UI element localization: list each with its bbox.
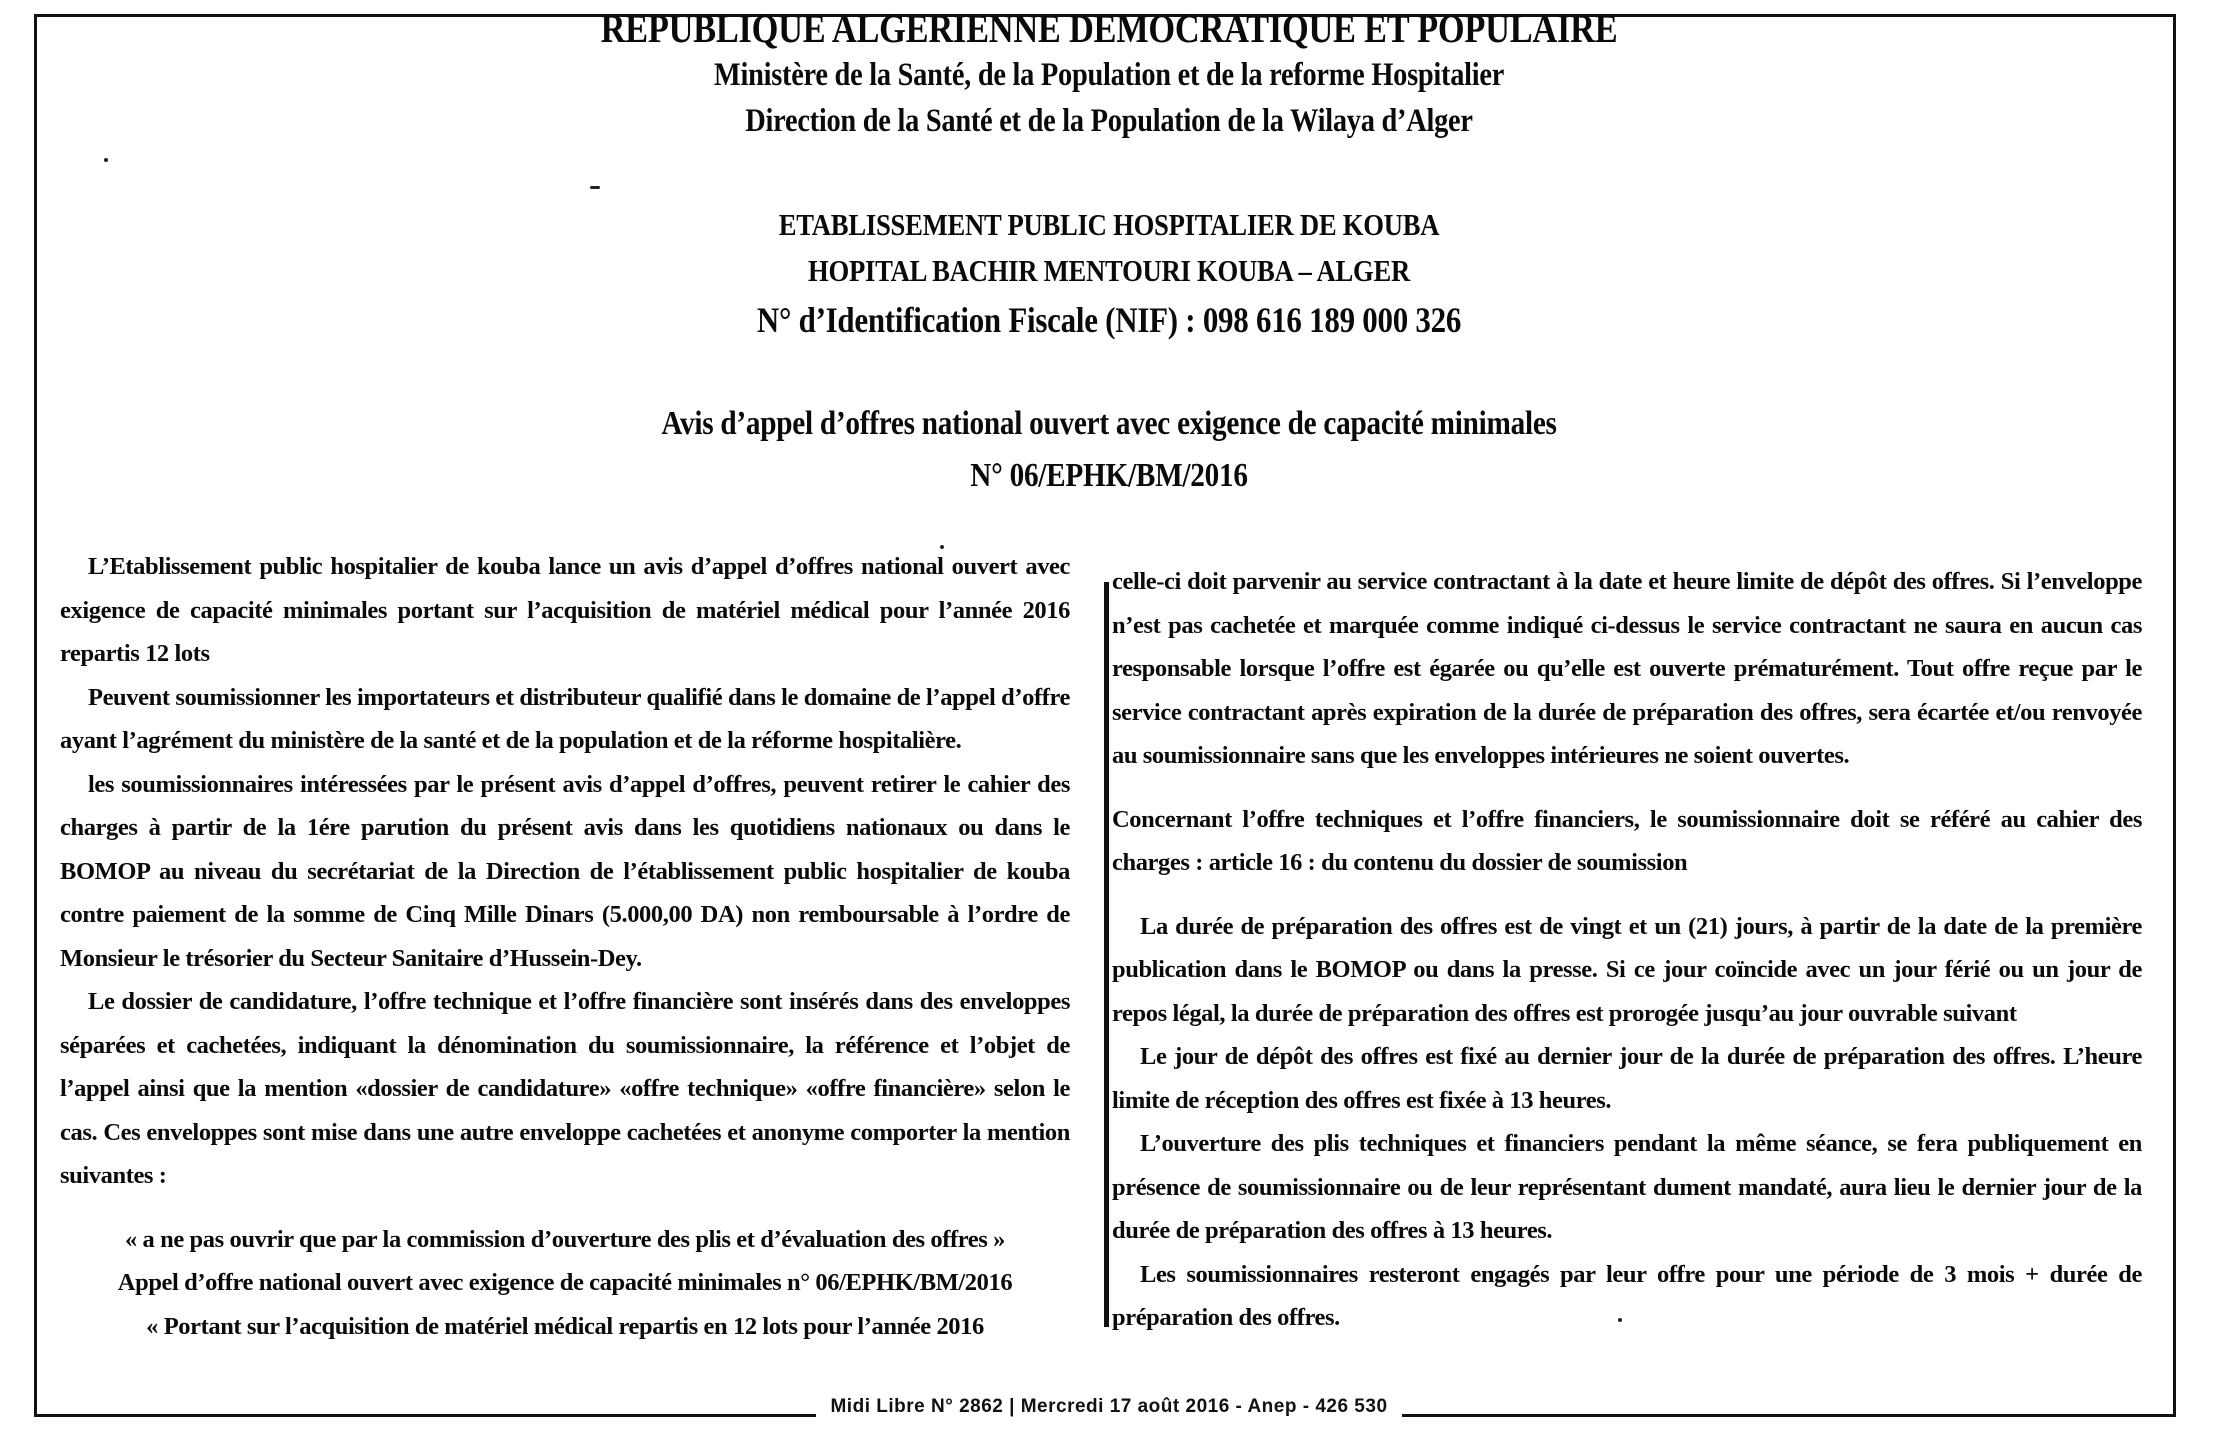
right-paragraph-1: celle-ci doit parvenir au service contractant à la date et heure limite de dépôt des offres. Si l’enveloppe n’est pas cachetée et marquée comme indiqué ci-dessus le service contractant ne saura en aucun cas responsable lorsque l’offre est égarée ou qu’elle est ouverte prématurément. Tout offre reçue par le service contractant après expiration de la durée de préparation des offres, sera écartée et/ou renvoyée au soumissionnaire sans que les enveloppes intérieures ne soient ouvertes. [1112, 568, 2142, 769]
print-speck [590, 186, 600, 189]
nif-line: N° d’Identification Fiscale (NIF) : 098 616 189 000 326 [756, 300, 1462, 340]
column-divider [1104, 582, 1109, 1327]
notice-number: N° 06/EPHK/BM/2016 [970, 457, 1248, 494]
right-paragraph-3: La durée de préparation des offres est de vingt et un (21) jours, à partir de la date de la première publication dans le BOMOP ou dans la presse. Si ce jour coïncide avec un jour férié ou un jour de repos légal, la durée de préparation des offres est prorogée jusqu’au jour ouvrable suivant [1112, 912, 2142, 1027]
left-paragraph-2: Peuvent soumissionner les importateurs et distributeur qualifié dans le domaine de l’appel d’offre ayant l’agrément du ministère de la santé et de la population et de la réforme hospitalière. [60, 683, 1070, 754]
establishment-name: ETABLISSEMENT PUBLIC HOSPITALIER DE KOUBA [778, 207, 1440, 242]
ministry-header [0, 6, 2218, 144]
spacer [1112, 778, 2142, 798]
spacer [60, 1198, 1070, 1218]
left-column [60, 545, 1070, 1348]
country-title: REPUBLIQUE ALGERIENNE DEMOCRATIQUE ET POPULAIRE [600, 6, 1618, 51]
right-paragraph-5: L’ouverture des plis techniques et financiers pendant la même séance, se fera publiquement en présence de soumissionnaire ou de leur représentant dument mandaté, aura lieu le dernier jour de la durée de préparation des offres à 13 heures. [1112, 1130, 2142, 1244]
print-speck [1618, 1318, 1622, 1322]
print-speck [940, 545, 944, 549]
right-paragraph-6: Les soumissionnaires resteront engagés par leur offre pour une période de 3 mois + durée de préparation des offres. [1112, 1260, 2142, 1331]
envelope-mention-1: « a ne pas ouvrir que par la commission d’ouverture des plis et d’évaluation des offres » [124, 1225, 1005, 1253]
direction-line: Direction de la Santé et de la Population de la Wilaya d’Alger [745, 103, 1473, 139]
notice-title: Avis d’appel d’offres national ouvert avec exigence de capacité minimales [661, 405, 1557, 442]
envelope-mention-3: « Portant sur l’acquisition de matériel médical repartis en 12 lots pour l’année 2016 [146, 1312, 984, 1340]
ministry-line: Ministère de la Santé, de la Population et de la reforme Hospitalier [713, 57, 1505, 93]
right-column [1112, 560, 2142, 1340]
envelope-mention-2: Appel d’offre national ouvert avec exigence de capacité minimales n° 06/EPHK/BM/2016 [117, 1269, 1013, 1296]
establishment-header [0, 202, 2218, 346]
notice-heading [0, 398, 2218, 502]
spacer [1112, 885, 2142, 905]
left-paragraph-3: les soumissionnaires intéressées par le présent avis d’appel d’offres, peuvent retirer le cahier des charges à partir de la 1ére parution du présent avis dans les quotidiens nationaux ou dans le BOMOP au niveau du secrétariat de la Direction de l’établissement public hospitalier de kouba contre paiement de la somme de Cinq Mille Dinars (5.000,00 DA) non remboursable à l’ordre de Monsieur le trésorier du Secteur Sanitaire d’Hussein-Dey. [60, 770, 1070, 972]
publication-credit: Midi Libre N° 2862 | Mercredi 17 août 2016 - Anep - 426 530 [816, 1396, 1401, 1418]
footer [0, 1396, 2218, 1418]
print-speck [104, 158, 108, 162]
left-paragraph-4: Le dossier de candidature, l’offre technique et l’offre financière sont insérés dans des enveloppes séparées et cachetées, indiquant la dénomination du soumissionnaire, la référence et l’objet de l’appel ainsi que la mention «dossier de candidature» «offre technique» «offre financière» selon le cas. Ces enveloppes sont mise dans une autre enveloppe cachetées et anonyme comporter la mention suivantes : [60, 988, 1070, 1189]
left-paragraph-1: L’Etablissement public hospitalier de kouba lance un avis d’appel d’offres national ouvert avec exigence de capacité minimales portant sur l’acquisition de matériel médical pour l’année 2016 repartis 12 lots [60, 553, 1070, 667]
right-paragraph-4: Le jour de dépôt des offres est fixé au dernier jour de la durée de préparation des offres. L’heure limite de réception des offres est fixée à 13 heures. [1112, 1043, 2142, 1114]
hospital-name: HOPITAL BACHIR MENTOURI KOUBA – ALGER [807, 253, 1410, 288]
right-paragraph-2: Concernant l’offre techniques et l’offre financiers, le soumissionnaire doit se référé au cahier des charges : article 16 : du contenu du dossier de soumission [1112, 805, 2142, 876]
